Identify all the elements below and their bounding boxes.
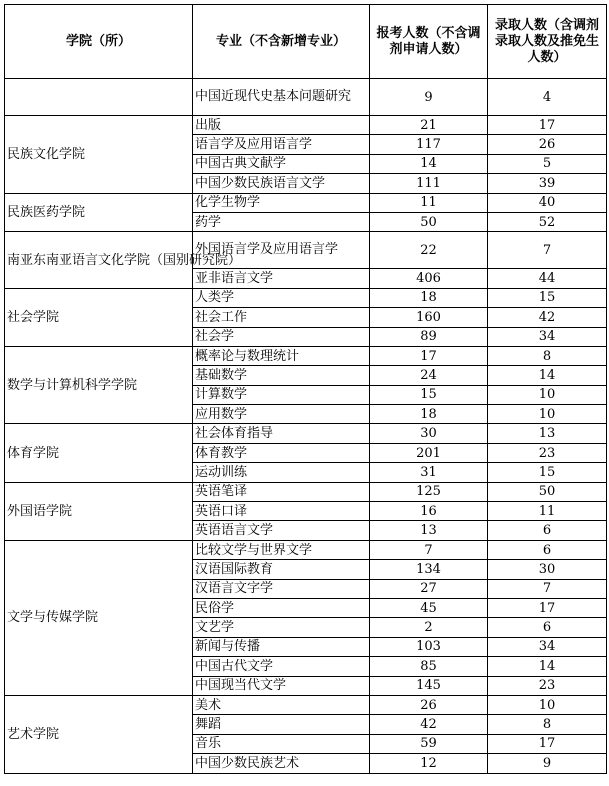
major-cell: 概率论与数理统计	[193, 346, 370, 365]
header-applicants: 报考人数（不含调剂申请人数）	[370, 5, 488, 79]
admitted-cell: 4	[488, 79, 607, 116]
major-cell: 社会体育指导	[193, 424, 370, 443]
table-row	[5, 116, 607, 135]
admitted-cell: 39	[488, 174, 607, 193]
admitted-cell: 17	[488, 734, 607, 753]
applicants-cell: 24	[370, 366, 488, 385]
admitted-cell: 13	[488, 424, 607, 443]
major-cell: 社会学	[193, 327, 370, 346]
admitted-cell: 7	[488, 579, 607, 598]
header-major: 专业（不含新增专业）	[193, 5, 370, 79]
applicants-cell: 30	[370, 424, 488, 443]
major-cell: 基础数学	[193, 366, 370, 385]
major-cell: 英语口译	[193, 502, 370, 521]
college-cell: 南亚东南亚语言文化学院（国别研究院）	[5, 232, 193, 288]
major-cell: 中国现当代文学	[193, 676, 370, 695]
admissions-table	[4, 4, 607, 774]
applicants-cell: 7	[370, 540, 488, 559]
table-row	[5, 79, 607, 116]
major-cell: 音乐	[193, 734, 370, 753]
table-row	[5, 193, 607, 212]
major-cell: 应用数学	[193, 405, 370, 424]
major-cell: 语言学及应用语言学	[193, 135, 370, 154]
major-cell: 民俗学	[193, 598, 370, 617]
major-cell: 出版	[193, 116, 370, 135]
major-cell: 比较文学与世界文学	[193, 540, 370, 559]
admitted-cell: 52	[488, 212, 607, 231]
applicants-cell: 59	[370, 734, 488, 753]
admitted-cell: 44	[488, 269, 607, 288]
admitted-cell: 6	[488, 521, 607, 540]
admitted-cell: 23	[488, 443, 607, 462]
applicants-cell: 2	[370, 618, 488, 637]
major-cell: 外国语言学及应用语言学	[193, 232, 370, 269]
applicants-cell: 27	[370, 579, 488, 598]
major-cell: 亚非语言文学	[193, 269, 370, 288]
table-row	[5, 346, 607, 365]
major-cell: 汉语国际教育	[193, 560, 370, 579]
admitted-cell: 8	[488, 715, 607, 734]
applicants-cell: 18	[370, 405, 488, 424]
table-row	[5, 695, 607, 714]
admitted-cell: 40	[488, 193, 607, 212]
applicants-cell: 26	[370, 695, 488, 714]
admitted-cell: 6	[488, 618, 607, 637]
admitted-cell: 26	[488, 135, 607, 154]
college-cell: 社会学院	[5, 288, 193, 346]
applicants-cell: 42	[370, 715, 488, 734]
major-cell: 人类学	[193, 288, 370, 307]
applicants-cell: 12	[370, 754, 488, 773]
admitted-cell: 15	[488, 288, 607, 307]
admitted-cell: 10	[488, 695, 607, 714]
admitted-cell: 6	[488, 540, 607, 559]
applicants-cell: 85	[370, 657, 488, 676]
applicants-cell: 160	[370, 308, 488, 327]
applicants-cell: 9	[370, 79, 488, 116]
applicants-cell: 31	[370, 463, 488, 482]
applicants-cell: 134	[370, 560, 488, 579]
applicants-cell: 125	[370, 482, 488, 501]
major-cell: 英语语言文学	[193, 521, 370, 540]
header-college: 学院（所）	[5, 5, 193, 79]
major-cell: 汉语言文字学	[193, 579, 370, 598]
admitted-cell: 10	[488, 385, 607, 404]
major-cell: 运动训练	[193, 463, 370, 482]
major-cell: 中国少数民族语言文学	[193, 174, 370, 193]
applicants-cell: 17	[370, 346, 488, 365]
major-cell: 社会工作	[193, 308, 370, 327]
applicants-cell: 13	[370, 521, 488, 540]
major-cell: 英语笔译	[193, 482, 370, 501]
major-cell: 化学生物学	[193, 193, 370, 212]
admitted-cell: 23	[488, 676, 607, 695]
applicants-cell: 18	[370, 288, 488, 307]
major-cell: 体育教学	[193, 443, 370, 462]
major-cell: 新闻与传播	[193, 637, 370, 656]
admitted-cell: 30	[488, 560, 607, 579]
college-cell: 民族文化学院	[5, 116, 193, 194]
applicants-cell: 21	[370, 116, 488, 135]
college-cell: 文学与传媒学院	[5, 540, 193, 695]
applicants-cell: 89	[370, 327, 488, 346]
major-cell: 文艺学	[193, 618, 370, 637]
applicants-cell: 11	[370, 193, 488, 212]
college-cell: 体育学院	[5, 424, 193, 482]
admitted-cell: 15	[488, 463, 607, 482]
admitted-cell: 9	[488, 754, 607, 773]
applicants-cell: 117	[370, 135, 488, 154]
applicants-cell: 406	[370, 269, 488, 288]
table-row	[5, 424, 607, 443]
college-cell: 民族医药学院	[5, 193, 193, 232]
admitted-cell: 17	[488, 598, 607, 617]
admitted-cell: 50	[488, 482, 607, 501]
college-cell: 外国语学院	[5, 482, 193, 540]
major-cell: 舞蹈	[193, 715, 370, 734]
applicants-cell: 16	[370, 502, 488, 521]
applicants-cell: 22	[370, 232, 488, 269]
major-cell: 计算数学	[193, 385, 370, 404]
applicants-cell: 50	[370, 212, 488, 231]
admitted-cell: 7	[488, 232, 607, 269]
admitted-cell: 14	[488, 657, 607, 676]
table-row	[5, 540, 607, 559]
admitted-cell: 5	[488, 154, 607, 173]
admitted-cell: 8	[488, 346, 607, 365]
table-row	[5, 288, 607, 307]
admitted-cell: 34	[488, 637, 607, 656]
applicants-cell: 111	[370, 174, 488, 193]
applicants-cell: 15	[370, 385, 488, 404]
college-cell: 艺术学院	[5, 695, 193, 773]
applicants-cell: 201	[370, 443, 488, 462]
major-cell: 药学	[193, 212, 370, 231]
admitted-cell: 42	[488, 308, 607, 327]
table-body	[5, 79, 607, 774]
header-row	[5, 5, 607, 79]
admitted-cell: 11	[488, 502, 607, 521]
major-cell: 中国古代文学	[193, 657, 370, 676]
admitted-cell: 10	[488, 405, 607, 424]
header-admitted: 录取人数（含调剂录取人数及推免生人数）	[488, 5, 607, 79]
table-row	[5, 232, 607, 269]
applicants-cell: 103	[370, 637, 488, 656]
applicants-cell: 45	[370, 598, 488, 617]
admitted-cell: 34	[488, 327, 607, 346]
table-row	[5, 482, 607, 501]
college-cell: 数学与计算机科学学院	[5, 346, 193, 424]
major-cell: 美术	[193, 695, 370, 714]
major-cell: 中国古典文献学	[193, 154, 370, 173]
applicants-cell: 145	[370, 676, 488, 695]
admitted-cell: 14	[488, 366, 607, 385]
major-cell: 中国少数民族艺术	[193, 754, 370, 773]
major-cell: 中国近现代史基本问题研究	[193, 79, 370, 116]
applicants-cell: 14	[370, 154, 488, 173]
admitted-cell: 17	[488, 116, 607, 135]
college-cell	[5, 79, 193, 116]
